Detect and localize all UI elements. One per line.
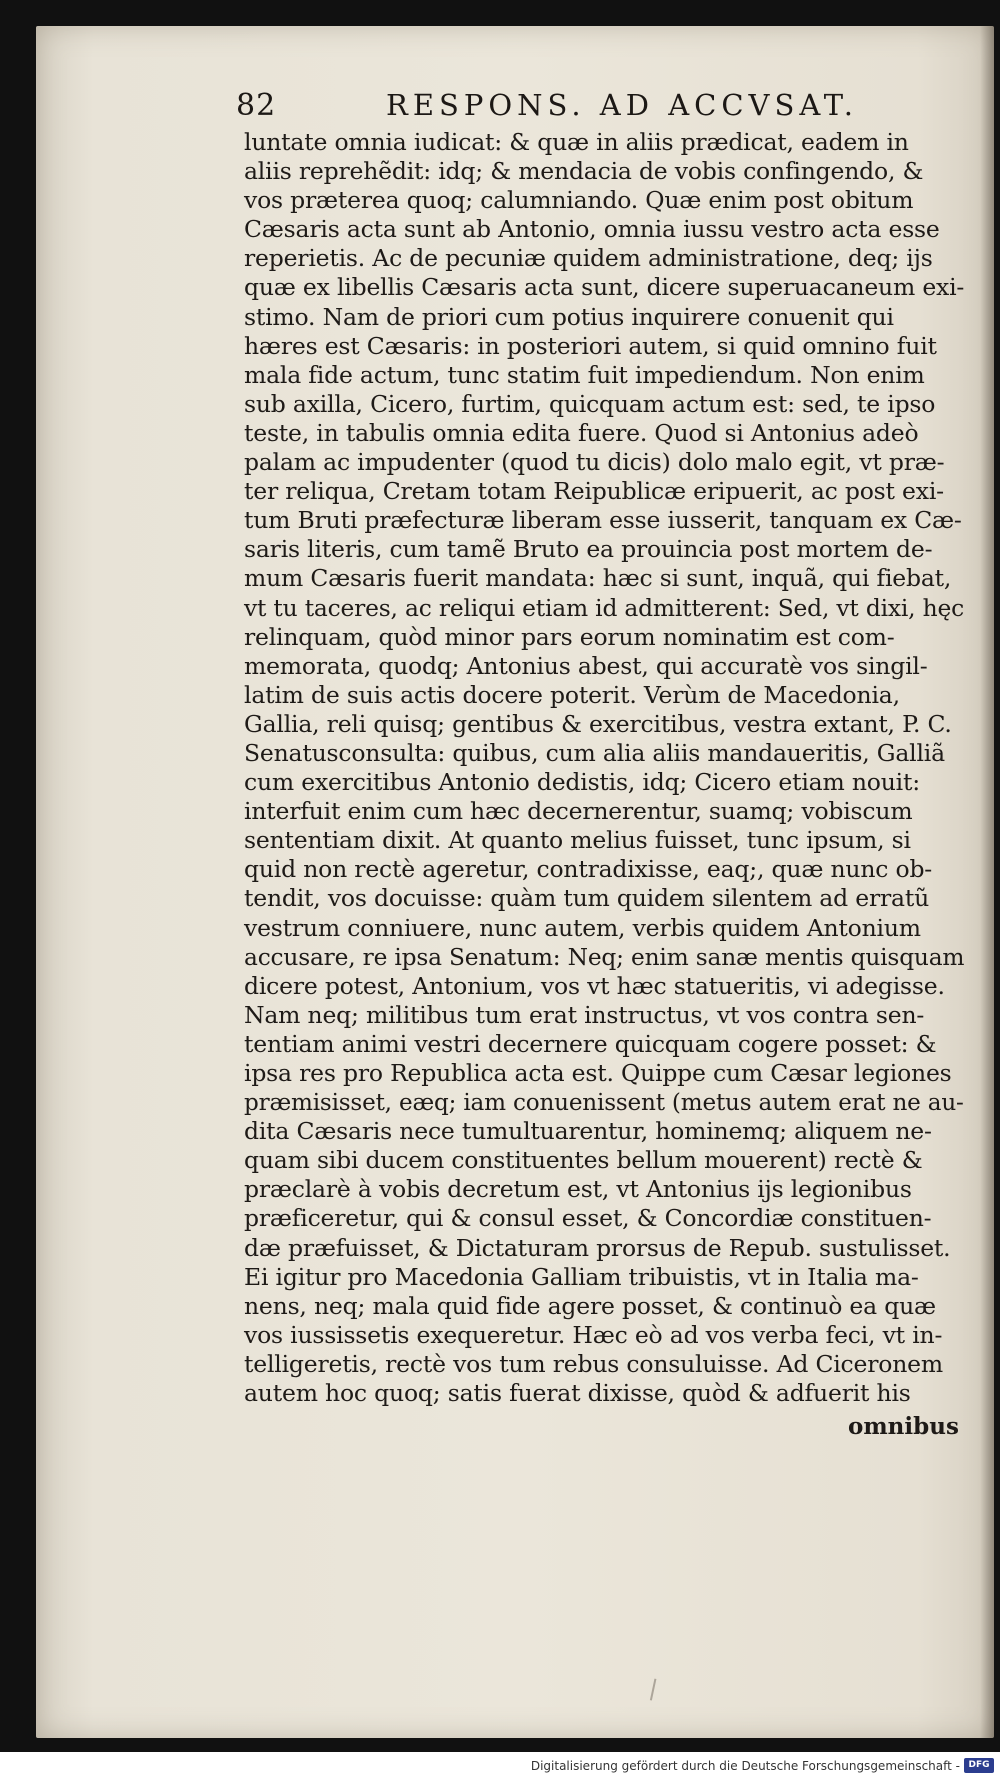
text-line: mum Cæsaris fuerit mandata: hæc si sunt, inquã, qui fiebat, [244, 564, 952, 593]
text-line: latim de suis actis docere poterit. Verùm de Macedonia, [244, 680, 900, 709]
text-line: sententiam dixit. At quanto melius fuisset, tunc ipsum, si [244, 826, 911, 855]
text-line: Nam neq; militibus tum erat instructus, vt vos contra sen- [244, 1000, 925, 1029]
text-line: memorata, quodq; Antonius abest, qui accuratè vos singil- [244, 651, 928, 680]
text-line: saris literis, cum tamẽ Bruto ea prouincia post mortem de- [244, 535, 933, 564]
text-line: cum exercitibus Antonio dedistis, idq; Cicero etiam nouit: [244, 768, 920, 797]
text-line: ter reliqua, Cretam totam Reipublicæ eripuerit, ac post exi- [244, 477, 944, 506]
text-line: accusare, re ipsa Senatum: Neq; enim sanæ mentis quisquam [244, 942, 965, 971]
text-line: vos iussissetis exequeretur. Hæc eò ad vos verba feci, vt in- [244, 1320, 943, 1349]
text-line: stimo. Nam de priori cum potius inquirere conuenit qui [244, 302, 894, 331]
text-line: autem hoc quoq; satis fuerat dixisse, quòd & adfuerit his [244, 1379, 911, 1408]
text-line: reperietis. Ac de pecuniæ quidem administratione, deq; ijs [244, 244, 933, 273]
text-line: telligeretis, rectè vos tum rebus consuluisse. Ad Ciceronem [244, 1349, 943, 1378]
text-line: luntate omnia iudicat: & quæ in aliis prædicat, eadem in [244, 128, 909, 156]
dfg-logo: DFG [964, 1758, 994, 1773]
footer-credit: Digitalisierung gefördert durch die Deutsche Forschungsgemeinschaft - [530, 1759, 960, 1773]
text-line: tum Bruti præfecturæ liberam esse iusserit, tanquam ex Cæ- [244, 506, 962, 535]
text-line: vestrum conniuere, nunc autem, verbis quidem Antonium [244, 913, 921, 942]
text-line: quam sibi ducem constituentes bellum mouerent) rectè & [244, 1146, 923, 1175]
text-line: Gallia, reli quisq; gentibus & exercitibus, vestra extant, P. C. [244, 709, 952, 738]
text-line: relinquam, quòd minor pars eorum nominatim est com- [244, 622, 895, 651]
running-title: RESPONS. AD ACCVSAT. [386, 88, 859, 122]
page-number: 82 [236, 88, 277, 123]
text-line: palam ac impudenter (quod tu dicis) dolo malo egit, vt præ- [244, 448, 945, 477]
text-line: vt tu taceres, ac reliqui etiam id admitterent: Sed, vt dixi, hęc [244, 593, 964, 622]
text-line: nens, neq; mala quid fide agere posset, & continuò ea quæ [244, 1291, 936, 1320]
text-line: tendit, vos docuisse: quàm tum quidem silentem ad erratũ [244, 884, 929, 913]
text-block [244, 128, 964, 1408]
text-line: quid non rectè ageretur, contradixisse, eaq;, quæ nunc ob- [244, 855, 933, 884]
text-line: Ei igitur pro Macedonia Galliam tribuistis, vt in Italia ma- [244, 1262, 919, 1291]
catchword: omnibus [848, 1413, 959, 1440]
text-line: aliis reprehẽdit: idq; & mendacia de vobis confingendo, & [244, 157, 924, 186]
text-line: tentiam animi vestri decernere quicquam cogere posset: & [244, 1029, 937, 1058]
text-line: dita Cæsaris nece tumultuarentur, hominemq; aliquem ne- [244, 1117, 932, 1146]
text-line: teste, in tabulis omnia edita fuere. Quod si Antonius adeò [244, 418, 919, 447]
text-line: dæ præfuisset, & Dictaturam prorsus de Repub. sustulisset. [244, 1233, 951, 1262]
text-line: hæres est Cæsaris: in posteriori autem, si quid omnino fuit [244, 331, 937, 360]
running-head [236, 88, 976, 128]
text-line: ipsa res pro Republica acta est. Quippe cum Cæsar legiones [244, 1059, 952, 1087]
text-line: præclarè à vobis decretum est, vt Antonius ijs legionibus [244, 1175, 912, 1204]
text-line: dicere potest, Antonium, vos vt hæc statueritis, vi adegisse. [244, 971, 945, 1000]
text-line: quæ ex libellis Cæsaris acta sunt, dicere superuacaneum exi- [244, 273, 965, 302]
text-line: vos præterea quoq; calumniando. Quæ enim post obitum [244, 186, 914, 215]
text-line: Senatusconsulta: quibus, cum alia aliis mandaueritis, Galliã [244, 738, 945, 767]
text-line: interfuit enim cum hæc decernerentur, suamq; vobiscum [244, 797, 913, 826]
text-line: mala fide actum, tunc statim fuit impediendum. Non enim [244, 360, 925, 389]
footer-bar [0, 1752, 1000, 1782]
text-line: Cæsaris acta sunt ab Antonio, omnia iussu vestro acta esse [244, 215, 940, 244]
text-line: præficeretur, qui & consul esset, & Concordiæ constituen- [244, 1204, 932, 1233]
text-line: præmisisset, eæq; iam conuenissent (metus autem erat ne au- [244, 1088, 964, 1117]
text-line: sub axilla, Cicero, furtim, quicquam actum est: sed, te ipso [244, 389, 936, 418]
gutter-shadow [980, 26, 994, 1738]
